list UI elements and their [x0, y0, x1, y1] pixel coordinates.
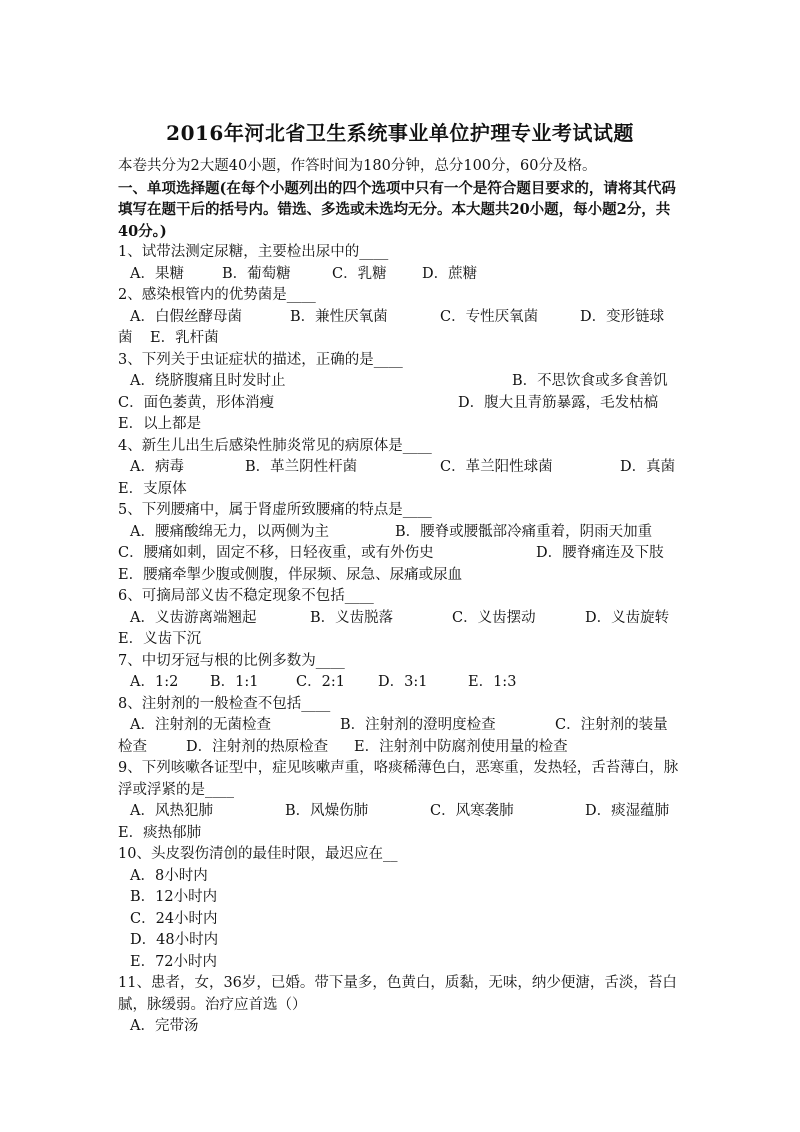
option-d: D．腹大且青筋暴露，毛发枯槁: [458, 394, 659, 411]
option-e: E．痰热郁肺: [118, 824, 202, 841]
question-options: [118, 393, 683, 415]
option-d: D．腰脊痛连及下肢: [536, 545, 664, 561]
question-options: [118, 715, 683, 737]
question-options-continued: [118, 737, 683, 759]
question-stem: 7、中切牙冠与根的比例多数为____: [118, 652, 345, 669]
option-e: E．以上都是: [118, 416, 202, 432]
option-d: D．义齿旋转: [585, 609, 670, 626]
question-stem: 5、下列腰痛中，属于肾虚所致腰痛的特点是____: [118, 502, 432, 518]
option-c: C．2:1: [296, 674, 345, 690]
option-a: A．病毒: [130, 459, 184, 475]
question-options: [118, 264, 683, 286]
option-a: A．风热犯肺: [130, 803, 213, 819]
option-d: D．真菌: [620, 459, 676, 475]
question-stem: 8、注射剂的一般检查不包括____: [118, 695, 331, 712]
question-options: [118, 1016, 683, 1038]
option-b: B．革兰阴性杆菌: [245, 459, 358, 475]
question-stem: 11、患者，女，36岁，已婚。带下量多，色黄白，质黏，无味，纳少便溏，舌淡，苔白腻，脉缓弱。治疗应首选（）: [118, 975, 677, 1013]
option-c: C．面色萎黄，形体消瘦: [118, 394, 275, 411]
question-stem: 4、新生儿出生后感染性肺炎常见的病原体是____: [118, 437, 432, 454]
option-e: E．义齿下沉: [118, 631, 202, 647]
question-stem: 2、感染根管内的优势菌是____: [118, 287, 316, 303]
option-b: B．义齿脱落: [310, 609, 394, 626]
option-b: B．风燥伤肺: [285, 803, 369, 819]
option-d: D．注射剂的热原检查: [186, 738, 329, 755]
option-b: B．腰脊或腰骶部冷痛重着，阴雨天加重: [395, 523, 653, 540]
question-stem: 9、下列咳嗽各证型中，症见咳嗽声重，咯痰稀薄色白，恶寒重，发热轻，舌苔薄白，脉浮或浮紧的是____: [118, 760, 679, 798]
option-a: A．1:2: [130, 674, 179, 690]
option-a: A．注射剂的无菌检查: [130, 717, 271, 733]
option-e: E．支原体: [118, 480, 187, 497]
option-c: C．24小时内: [130, 910, 218, 927]
option-c: C．革兰阳性球菌: [440, 459, 553, 475]
question-options: [118, 543, 683, 565]
option-b: B．注射剂的澄明度检查: [340, 717, 496, 733]
option-c: C．腰痛如刺，固定不移，日轻夜重，或有外伤史: [118, 545, 434, 561]
option-e: E．注射剂中防腐剂使用量的检查: [354, 738, 568, 755]
option-a: A．绕脐腹痛且时发时止: [130, 373, 286, 389]
option-d: D．痰湿蕴肺: [585, 803, 670, 819]
question-stem: 1、试带法测定尿糖，主要检出尿中的____: [118, 244, 389, 260]
document-body: [118, 156, 683, 1038]
question-options: [118, 307, 683, 329]
option-c: C．专性厌氧菌: [440, 308, 539, 325]
question-options: [118, 866, 683, 974]
option-a: A．义齿游离端翘起: [130, 609, 257, 626]
question-options: [118, 672, 683, 694]
option-c: C．义齿摆动: [452, 609, 536, 626]
option-d: D．48小时内: [130, 932, 219, 948]
option-d: D．3:1: [378, 674, 428, 690]
option-a: A．果糖: [130, 265, 184, 282]
option-b: B．兼性厌氧菌: [290, 308, 388, 325]
document-title: 2016年河北省卫生系统事业单位护理专业考试试题: [166, 121, 634, 145]
question-stem: 6、可摘局部义齿不稳定现象不包括____: [118, 588, 374, 604]
question-options: [118, 522, 683, 544]
question-options: [118, 801, 683, 823]
exam-intro: 本卷共分为2大题40小题，作答时间为180分钟，总分100分，60分及格。: [118, 158, 597, 174]
question-options: [118, 371, 683, 393]
option-e: E．72小时内: [130, 953, 218, 970]
option-b: B．葡萄糖: [222, 265, 291, 282]
question-options: [118, 608, 683, 630]
option-c: C．乳糖: [332, 265, 387, 282]
option-b: B．1:1: [210, 674, 259, 690]
question-stem: 10、头皮裂伤清创的最佳时限，最迟应在__: [118, 846, 398, 862]
option-e: E．乳杆菌: [150, 330, 219, 346]
option-b: B．12小时内: [130, 889, 218, 905]
option-a: A．白假丝酵母菌: [130, 308, 242, 325]
section-heading: 一、单项选择题(在每个小题列出的四个选项中只有一个是符合题目要求的，请将其代码填写在题干后的括号内。错选、多选或未选均无分。本大题共20小题，每小题2分，共40分。): [118, 179, 676, 240]
question-options: [118, 457, 683, 479]
option-d-continued: 菌: [118, 330, 133, 346]
option-a: A．完带汤: [130, 1018, 199, 1034]
option-d: D．变形链球: [580, 308, 665, 325]
option-b: B．不思饮食或多食善饥: [512, 373, 668, 389]
option-c: C．风寒袭肺: [430, 803, 514, 819]
question-options-continued: [118, 328, 683, 350]
option-c-continued: 检查: [118, 738, 147, 755]
option-a: A．腰痛酸绵无力，以两侧为主: [130, 523, 329, 540]
question-stem: 3、下列关于虫证症状的描述，正确的是____: [118, 351, 403, 368]
option-e: E．腰痛牵掣少腹或侧腹，伴尿频、尿急、尿痛或尿血: [118, 566, 463, 583]
option-d: D．蔗糖: [422, 265, 478, 282]
option-c: C．注射剂的装量: [555, 717, 668, 733]
option-a: A．8小时内: [130, 867, 208, 884]
option-e: E．1:3: [468, 674, 517, 690]
